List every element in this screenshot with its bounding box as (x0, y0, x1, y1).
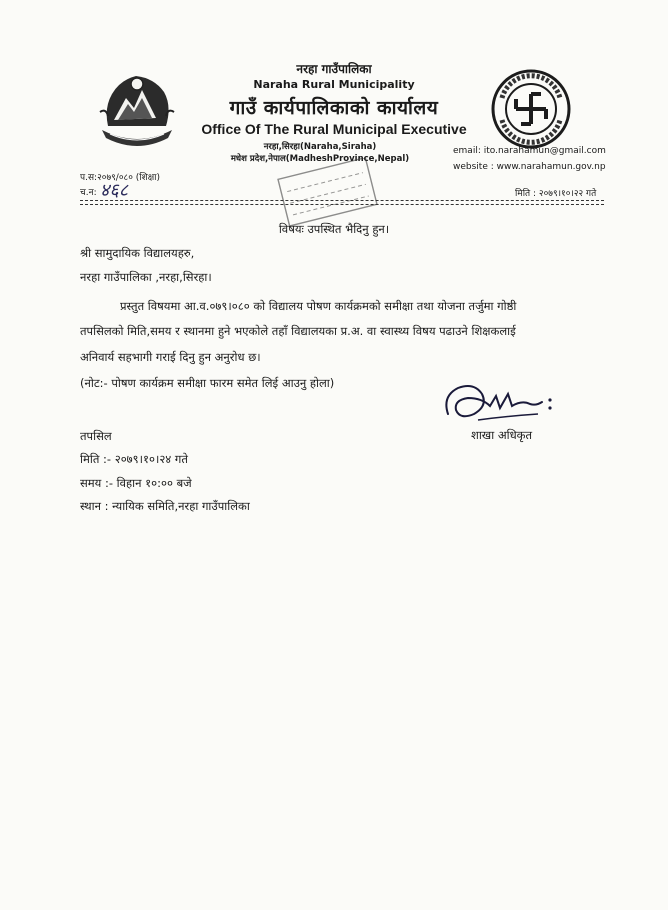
municipality-name-nepali: नरहा गाउँपालिका (296, 62, 372, 76)
dispatch-number-handwritten: ४६८ (100, 180, 129, 201)
address-line-2: मधेश प्रदेश,नेपाल(MadheshProvince,Nepal) (230, 154, 410, 164)
recipient-line-1: श्री सामुदायिक विद्यालयहरु, (80, 246, 195, 260)
body-paragraph-line-1: प्रस्तुत विषयमा आ.व.०७९।०८० को विद्यालय पोषण कार्यक्रमको समीक्षा तथा योजना तर्जुमा गोष्ठी (120, 299, 517, 313)
website-text: website : www.narahamun.gov.np (453, 162, 606, 172)
schedule-time: समय :- विहान १०:०० बजे (80, 476, 192, 490)
signature-handwritten (438, 376, 568, 428)
recipient-line-2: नरहा गाउँपालिका ,नरहा,सिरहा। (80, 270, 212, 284)
email-text: email: ito.narahamun@gmail.com (453, 146, 606, 156)
body-paragraph-line-3: अनिवार्य सहभागी गराई दिनु हुन अनुरोध छ। (80, 350, 261, 364)
reference-number: प.स:२०७९/०८० (शिक्षा) (80, 173, 161, 183)
schedule-date: मिति :- २०७९।१०।२४ गते (80, 452, 188, 466)
address-line-1: नरहा,सिरहा(Naraha,Siraha) (263, 142, 377, 152)
office-stamp (275, 158, 380, 230)
letter-subject: विषयः उपस्थित भैदिनु हुन। (278, 222, 390, 236)
office-title-nepali: गाउँ कार्यपालिकाको कार्यालय (229, 97, 439, 119)
office-title-english: Office Of The Rural Municipal Executive (201, 121, 467, 137)
body-note: (नोट:- पोषण कार्यक्रम समीक्षा फारम समेत लिई आउनु होला) (80, 376, 335, 390)
municipality-name-english: Naraha Rural Municipality (253, 78, 415, 91)
signatory-title: शाखा अधिकृत (471, 428, 533, 442)
body-paragraph-line-2: तपसिलको मिति,समय र स्थानमा हुने भएकोले तहाँ विद्यालयका प्र.अ. वा स्वास्थ्य विषय पढाउने शिक्षकलाई (80, 324, 516, 338)
letter-date: मिति : २०७९।१०।२२ गते (515, 189, 597, 199)
schedule-heading: तपसिल (80, 429, 112, 443)
dispatch-label: च.न: (80, 188, 97, 198)
schedule-place: स्थान : न्यायिक समिति,नरहा गाउँपालिका (80, 499, 250, 513)
